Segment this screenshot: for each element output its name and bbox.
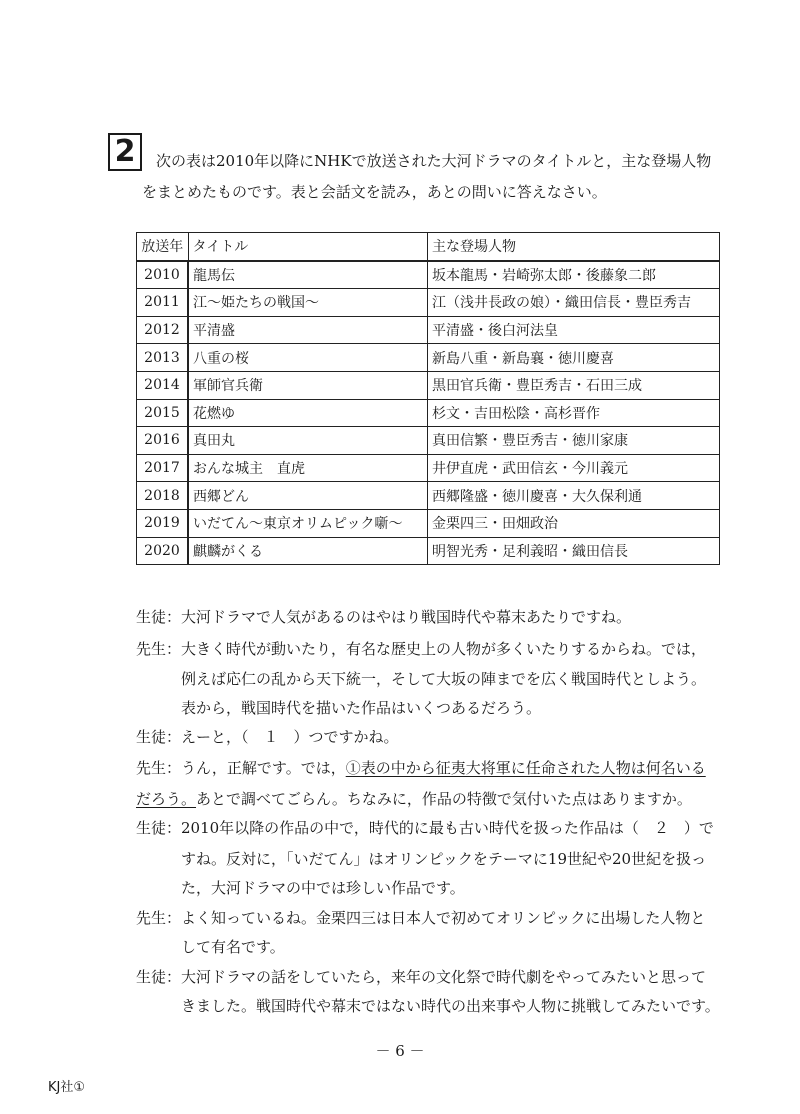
cell-characters: 杉文・吉田松陰・高杉晋作 — [428, 399, 720, 427]
cell-title: 軍師官兵衛 — [188, 371, 428, 399]
table-row — [137, 482, 720, 510]
intro-line-1: 次の表は2010年以降にNHKで放送された大河ドラマのタイトルと，主な登場人物 — [156, 152, 712, 170]
table-header-row — [137, 233, 720, 261]
dialogue-text: あとで調べてごらん。ちなみに，作品の特徴で気付いた点はありますか。 — [196, 790, 692, 808]
cell-year: 2018 — [137, 482, 189, 510]
cell-year: 2011 — [137, 289, 189, 317]
cell-title: 麒麟がくる — [188, 537, 428, 565]
dialogue-text: 先生：うん，正解です。では， — [136, 759, 346, 777]
table-row — [137, 261, 720, 289]
dialogue-line: 表から，戦国時代を描いた作品はいくつあるだろう。 — [136, 699, 542, 717]
cell-title: 花燃ゆ — [188, 399, 428, 427]
question-number-box: 2 — [108, 133, 142, 171]
cell-characters: 井伊直虎・武田信玄・今川義元 — [428, 454, 720, 482]
dialogue-line: た，大河ドラマの中では珍しい作品です。 — [136, 879, 465, 897]
header-year: 放送年 — [137, 233, 189, 261]
cell-year: 2013 — [137, 344, 189, 372]
underlined-question-1: ①表の中から征夷大将軍に任命された人物は何名いる — [345, 759, 706, 777]
cell-characters: 江（浅井長政の娘）・織田信長・豊臣秀吉 — [428, 289, 720, 317]
dialogue-line: 先生：よく知っているね。金栗四三は日本人で初めてオリンピックに出場した人物と — [136, 909, 706, 927]
table-row — [137, 427, 720, 455]
cell-characters: 金栗四三・田畑政治 — [428, 509, 720, 537]
dialogue-line: すね。反対に，「いだてん」はオリンピックをテーマに19世紀や20世紀を扱っ — [136, 850, 707, 868]
dialogue-line: 生徒：大河ドラマの話をしていたら，来年の文化祭で時代劇をやってみたいと思って — [136, 968, 707, 986]
cell-title: 江～姫たちの戦国～ — [188, 289, 428, 317]
dialogue-line — [136, 757, 706, 778]
table-row — [137, 289, 720, 317]
table-row — [137, 537, 720, 565]
table-row — [137, 509, 720, 537]
answer-blank-1: （ １ ） — [241, 728, 309, 746]
cell-title: 西郷どん — [188, 482, 428, 510]
cell-year: 2020 — [137, 537, 189, 565]
answer-blank-2: （ ２ ） — [623, 819, 699, 837]
cell-characters: 坂本龍馬・岩崎弥太郎・後藤象二郎 — [428, 261, 720, 289]
cell-characters: 明智光秀・足利義昭・織田信長 — [428, 537, 720, 565]
cell-title: 平清盛 — [188, 316, 428, 344]
cell-characters: 新島八重・新島襄・徳川慶喜 — [428, 344, 720, 372]
cell-title: 八重の桜 — [188, 344, 428, 372]
dialogue-text: つですかね。 — [308, 728, 399, 746]
cell-characters: 真田信繁・豊臣秀吉・徳川家康 — [428, 427, 720, 455]
dialogue-text: で — [698, 819, 714, 837]
footer-code: KJ社① — [48, 1080, 86, 1095]
intro-line-2: をまとめたものです。表と会話文を読み，あとの問いに答えなさい。 — [142, 183, 607, 201]
dialogue-line — [136, 788, 692, 809]
table-row — [137, 371, 720, 399]
cell-year: 2015 — [137, 399, 189, 427]
table-row — [137, 344, 720, 372]
cell-characters: 平清盛・後白河法皇 — [428, 316, 720, 344]
cell-year: 2012 — [137, 316, 189, 344]
table-row — [137, 454, 720, 482]
dialogue-line — [136, 817, 714, 838]
underlined-question-1-cont: だろう。 — [136, 790, 197, 808]
cell-title: おんな城主 直虎 — [188, 454, 428, 482]
taiga-drama-table — [136, 232, 720, 565]
table-body — [137, 261, 720, 565]
table-row — [137, 399, 720, 427]
dialogue-line: きました。戦国時代や幕末ではない時代の出来事や人物に挑戦してみたいです。 — [136, 997, 720, 1015]
dialogue-line: 生徒：大河ドラマで人気があるのはやはり戦国時代や幕末あたりですね。 — [136, 608, 632, 626]
cell-characters: 黒田官兵衛・豊臣秀吉・石田三成 — [428, 371, 720, 399]
cell-year: 2014 — [137, 371, 189, 399]
cell-year: 2019 — [137, 509, 189, 537]
header-title: タイトル — [188, 233, 428, 261]
cell-year: 2017 — [137, 454, 189, 482]
cell-title: 真田丸 — [188, 427, 428, 455]
page-number: － 6 － — [375, 1042, 425, 1060]
dialogue-text: 生徒：えーと， — [136, 728, 242, 746]
dialogue-line — [136, 726, 399, 747]
cell-year: 2010 — [137, 261, 189, 289]
cell-characters: 西郷隆盛・徳川慶喜・大久保利通 — [428, 482, 720, 510]
dialogue-line: して有名です。 — [136, 938, 285, 956]
dialogue-line: 先生：大きく時代が動いたり，有名な歴史上の人物が多くいたりするからね。では， — [136, 640, 707, 658]
cell-year: 2016 — [137, 427, 189, 455]
dialogue-line: 例えば応仁の乱から天下統一，そして大坂の陣までを広く戦国時代としよう。 — [136, 670, 707, 688]
cell-title: 龍馬伝 — [188, 261, 428, 289]
table-row — [137, 316, 720, 344]
header-characters: 主な登場人物 — [428, 233, 720, 261]
cell-title: いだてん～東京オリムピック噺～ — [188, 509, 428, 537]
dialogue-text: 生徒：2010年以降の作品の中で，時代的に最も古い時代を扱った作品は — [136, 819, 624, 837]
